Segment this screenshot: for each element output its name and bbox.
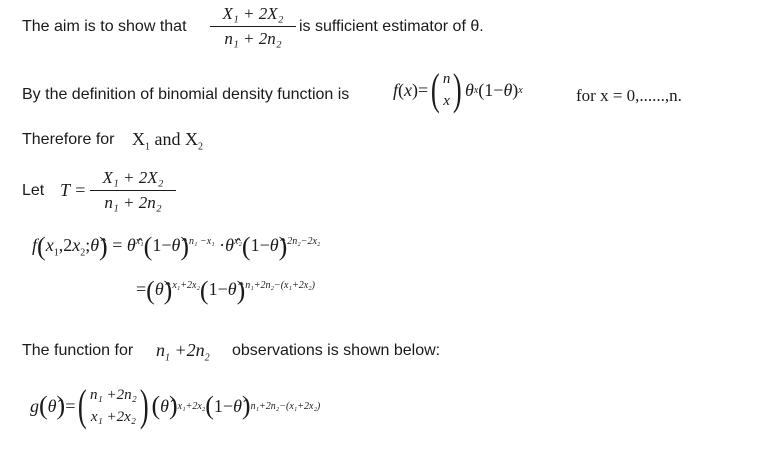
function-prefix-text: The function for <box>22 342 134 359</box>
let-text: Let <box>22 182 45 199</box>
x1-symbol: X <box>132 129 145 149</box>
function-suffix-text: observations is shown below: <box>232 342 441 359</box>
aim-fraction-numerator: X₁ + 2X₂ <box>222 4 284 23</box>
t-fraction-numerator: X₁ + 2X₂ <box>102 168 164 187</box>
x2-symbol: X <box>185 129 198 149</box>
t-fraction <box>90 168 176 213</box>
binomial-prefix-text: By the definition of binomial density function is <box>22 86 350 103</box>
aim-fraction <box>210 4 296 49</box>
binomial-formula: f ( x )= ( n x ) θ x (1− θ ) x <box>393 65 523 114</box>
likelihood-line-1: $f(x_1,2x_2;\thetâ)$ = θ̂$^{x_1}$(1−θ̂)$^{n_1 -x_1}$ ·θ̂$^{x_2}$(1−θ̂)$^{2n_2-2x_2}$ <box>32 232 321 261</box>
therefore-text: Therefore for <box>22 131 115 148</box>
therefore-math: $X_1$ and $X_2$ <box>132 129 203 153</box>
t-equals: T = <box>60 180 87 200</box>
aim-prefix-text: The aim is to show that <box>22 18 187 35</box>
binomial-suffix-text: for x = 0,......,n. <box>576 86 682 105</box>
g-formula: g ( θ̂ ) = ( n₁ +2n₂ x₁ +2x₂ ) ( θ̂ ) x₁+2x₂ ( 1− θ̂ ) n₁+2n₂−(x₁+2x₂) <box>30 381 321 430</box>
function-math: $n_1 +2n_2$ <box>156 340 210 364</box>
t-fraction-denominator: n₁ + 2n₂ <box>104 193 162 212</box>
likelihood-line-2: =(θ̂)$^{x_1+2x_2}$(1−θ̂)$^{n_1+2n_2-(x_1+2x_2)}$ <box>136 276 315 305</box>
and-word: and <box>154 129 181 149</box>
aim-suffix-text: is sufficient estimator of θ. <box>299 18 484 35</box>
aim-fraction-denominator: n₁ + 2n₂ <box>224 29 282 48</box>
